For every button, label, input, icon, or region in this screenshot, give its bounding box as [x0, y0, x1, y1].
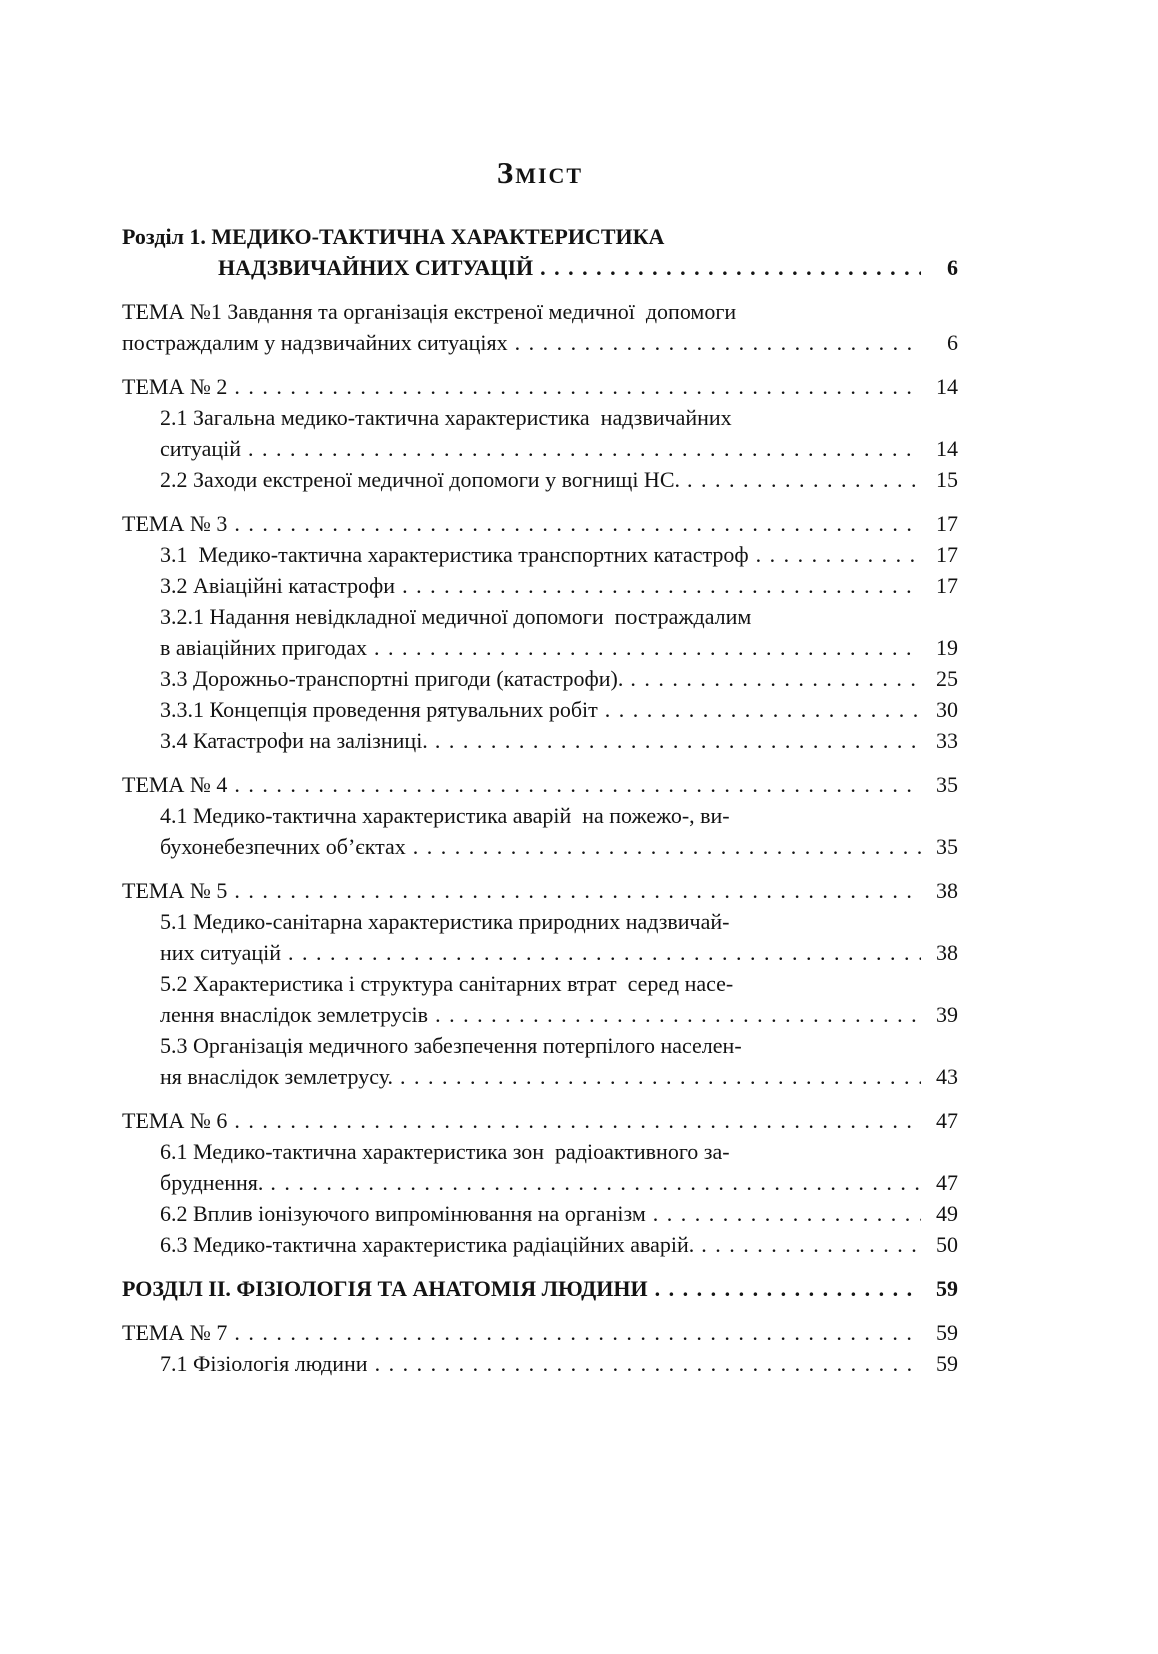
toc-entry-line	[122, 464, 958, 495]
toc-entry-line	[122, 999, 958, 1030]
toc-page-number: 25	[936, 666, 958, 691]
toc-entry-line	[122, 968, 958, 999]
dot-leader	[400, 1061, 921, 1092]
toc-entry-text: 3.2 Авіаційні катастрофи	[160, 573, 396, 598]
toc-page-number: 6	[947, 255, 958, 280]
toc-entry-line	[122, 937, 958, 968]
toc-entry-text: в авіаційних пригодах	[160, 635, 367, 660]
dot-leader	[655, 1273, 921, 1304]
toc-entry-text: лення внаслідок землетрусів	[160, 1002, 429, 1027]
toc-entry-line	[122, 327, 958, 358]
toc-entry-text: ТЕМА №1 Завдання та організація екстреної медичної допомоги	[122, 299, 737, 324]
toc-page-number: 35	[936, 772, 958, 797]
toc-entry-text: 6.1 Медико-тактична характеристика зон радіоактивного за-	[160, 1139, 730, 1164]
toc-entry-text: 3.4 Катастрофи на залізниці.	[160, 728, 428, 753]
dot-leader	[234, 769, 921, 800]
toc-entry-line	[122, 1105, 958, 1136]
toc-page-number: 47	[936, 1108, 958, 1133]
toc-entry-line	[122, 252, 958, 283]
dot-leader	[248, 433, 921, 464]
dot-leader	[630, 663, 921, 694]
toc-entry-text: бруднення.	[160, 1170, 264, 1195]
dot-leader	[756, 539, 921, 570]
toc-entry	[122, 464, 958, 495]
toc-page-number: 35	[936, 834, 958, 859]
toc-entry-line	[122, 632, 958, 663]
toc-entry-text: ня внаслідок землетрусу.	[160, 1064, 394, 1089]
toc-page-number: 47	[936, 1170, 958, 1195]
toc-entry-text: ТЕМА № 2	[122, 374, 228, 399]
dot-leader	[515, 327, 921, 358]
toc-entry	[122, 1348, 958, 1379]
toc-entry	[122, 1030, 958, 1092]
toc-entry-text: 5.1 Медико-санітарна характеристика природних надзвичай-	[160, 909, 730, 934]
dot-leader	[288, 937, 921, 968]
toc-entry	[122, 663, 958, 694]
dot-leader	[653, 1198, 921, 1229]
toc-entry-text: 2.2 Заходи екстреної медичної допомоги у вогнищі НС.	[160, 467, 680, 492]
toc-entry	[122, 968, 958, 1030]
dot-leader	[413, 831, 921, 862]
toc-entry	[122, 221, 958, 283]
toc-entry-text: ТЕМА № 7	[122, 1320, 228, 1345]
toc-entry-line	[122, 539, 958, 570]
toc-entry-line	[122, 371, 958, 402]
dot-leader	[270, 1167, 921, 1198]
toc-page-number: 14	[936, 374, 958, 399]
toc-entry-line	[122, 1030, 958, 1061]
toc-entry-text: ТЕМА № 3	[122, 511, 228, 536]
toc-page-number: 33	[936, 728, 958, 753]
toc-entry-line	[122, 1061, 958, 1092]
toc-entry-text: ситуацій	[160, 436, 241, 461]
dot-leader	[234, 371, 921, 402]
dot-leader	[540, 252, 921, 283]
toc-page-number: 15	[936, 467, 958, 492]
toc-entry-line	[122, 433, 958, 464]
toc-entry-text: 3.1 Медико-тактична характеристика транспортних катастроф	[160, 542, 749, 567]
toc-entry-text: РОЗДІЛ ІІ. ФІЗІОЛОГІЯ ТА АНАТОМІЯ ЛЮДИНИ	[122, 1276, 648, 1301]
toc-entry-line	[122, 221, 958, 252]
toc-entry-text: 7.1 Фізіологія людини	[160, 1351, 368, 1376]
toc-entry	[122, 1105, 958, 1136]
toc-entry	[122, 570, 958, 601]
toc-entry-text: 6.3 Медико-тактична характеристика радіаційних аварій.	[160, 1232, 695, 1257]
toc-entry-line	[122, 694, 958, 725]
toc-entry-line	[122, 1229, 958, 1260]
toc-entry-line	[122, 570, 958, 601]
toc-entry-line	[122, 663, 958, 694]
toc-list	[122, 221, 958, 1379]
toc-entry	[122, 906, 958, 968]
toc-entry-line	[122, 1348, 958, 1379]
toc-entry-line	[122, 725, 958, 756]
toc-page-number: 17	[936, 511, 958, 536]
toc-entry-line	[122, 1167, 958, 1198]
toc-entry	[122, 694, 958, 725]
toc-entry-line	[122, 296, 958, 327]
toc-page-number: 6	[947, 330, 958, 355]
toc-entry-line	[122, 1273, 958, 1304]
toc-page-number: 49	[936, 1201, 958, 1226]
toc-entry-line	[122, 800, 958, 831]
toc-page-number: 19	[936, 635, 958, 660]
dot-leader	[234, 508, 921, 539]
toc-entry	[122, 402, 958, 464]
toc-entry	[122, 800, 958, 862]
dot-leader	[605, 694, 921, 725]
toc-page-number: 59	[936, 1276, 958, 1301]
toc-entry-text: ТЕМА № 5	[122, 878, 228, 903]
toc-entry	[122, 1229, 958, 1260]
toc-entry	[122, 769, 958, 800]
toc-page-number: 50	[936, 1232, 958, 1257]
dot-leader	[234, 1317, 921, 1348]
toc-entry	[122, 725, 958, 756]
toc-entry	[122, 1273, 958, 1304]
toc-entry-line	[122, 1198, 958, 1229]
toc-entry-text: бухонебезпечних об’єктах	[160, 834, 406, 859]
toc-entry-text: 4.1 Медико-тактична характеристика аварій на пожежо-, ви-	[160, 803, 730, 828]
dot-leader	[374, 632, 921, 663]
toc-page-number: 59	[936, 1351, 958, 1376]
toc-page-number: 59	[936, 1320, 958, 1345]
toc-page-number: 14	[936, 436, 958, 461]
toc-entry-line	[122, 402, 958, 433]
toc-entry	[122, 875, 958, 906]
toc-entry	[122, 371, 958, 402]
toc-page-number: 17	[936, 573, 958, 598]
toc-entry-line	[122, 601, 958, 632]
dot-leader	[234, 875, 921, 906]
toc-entry	[122, 1317, 958, 1348]
dot-leader	[687, 464, 921, 495]
toc-entry	[122, 1198, 958, 1229]
toc-entry-text: них ситуацій	[160, 940, 282, 965]
toc-entry	[122, 601, 958, 663]
toc-entry	[122, 296, 958, 358]
toc-page-number: 43	[936, 1064, 958, 1089]
toc-entry-text: 5.3 Організація медичного забезпечення потерпілого населен-	[160, 1033, 742, 1058]
toc-entry-line	[122, 831, 958, 862]
toc-entry-text: ТЕМА № 6	[122, 1108, 228, 1133]
toc-entry-text: 5.2 Характеристика і структура санітарних втрат серед насе-	[160, 971, 734, 996]
toc-entry-line	[122, 1317, 958, 1348]
toc-entry-text: ТЕМА № 4	[122, 772, 228, 797]
toc-entry	[122, 508, 958, 539]
dot-leader	[435, 999, 921, 1030]
toc-entry-line	[122, 906, 958, 937]
toc-page-number: 38	[936, 940, 958, 965]
toc-entry-text: 3.3.1 Концепція проведення рятувальних робіт	[160, 697, 598, 722]
dot-leader	[402, 570, 921, 601]
toc-entry	[122, 1136, 958, 1198]
toc-entry-text: 3.3 Дорожньо-транспортні пригоди (катастрофи).	[160, 666, 624, 691]
dot-leader	[234, 1105, 921, 1136]
toc-page-number: 38	[936, 878, 958, 903]
toc-entry-line	[122, 1136, 958, 1167]
toc-entry	[122, 539, 958, 570]
toc-page-number: 30	[936, 697, 958, 722]
page-title: Зміст	[496, 155, 584, 190]
toc-entry-line	[122, 875, 958, 906]
toc-entry-text: 6.2 Вплив іонізуючого випромінювання на організм	[160, 1201, 646, 1226]
toc-entry-text: 3.2.1 Надання невідкладної медичної допомоги постраждалим	[160, 604, 752, 629]
toc-entry-line	[122, 769, 958, 800]
dot-leader	[701, 1229, 921, 1260]
dot-leader	[375, 1348, 921, 1379]
toc-entry-text: Розділ 1. МЕДИКО-ТАКТИЧНА ХАРАКТЕРИСТИКА	[122, 224, 665, 249]
toc-entry-text: 2.1 Загальна медико-тактична характеристика надзвичайних	[160, 405, 732, 430]
toc-page-number: 17	[936, 542, 958, 567]
toc-page-number: 39	[936, 1002, 958, 1027]
toc-entry-text: постраждалим у надзвичайних ситуаціях	[122, 330, 508, 355]
dot-leader	[435, 725, 921, 756]
toc-entry-text: НАДЗВИЧАЙНИХ СИТУАЦІЙ	[218, 255, 534, 280]
toc-entry-line	[122, 508, 958, 539]
